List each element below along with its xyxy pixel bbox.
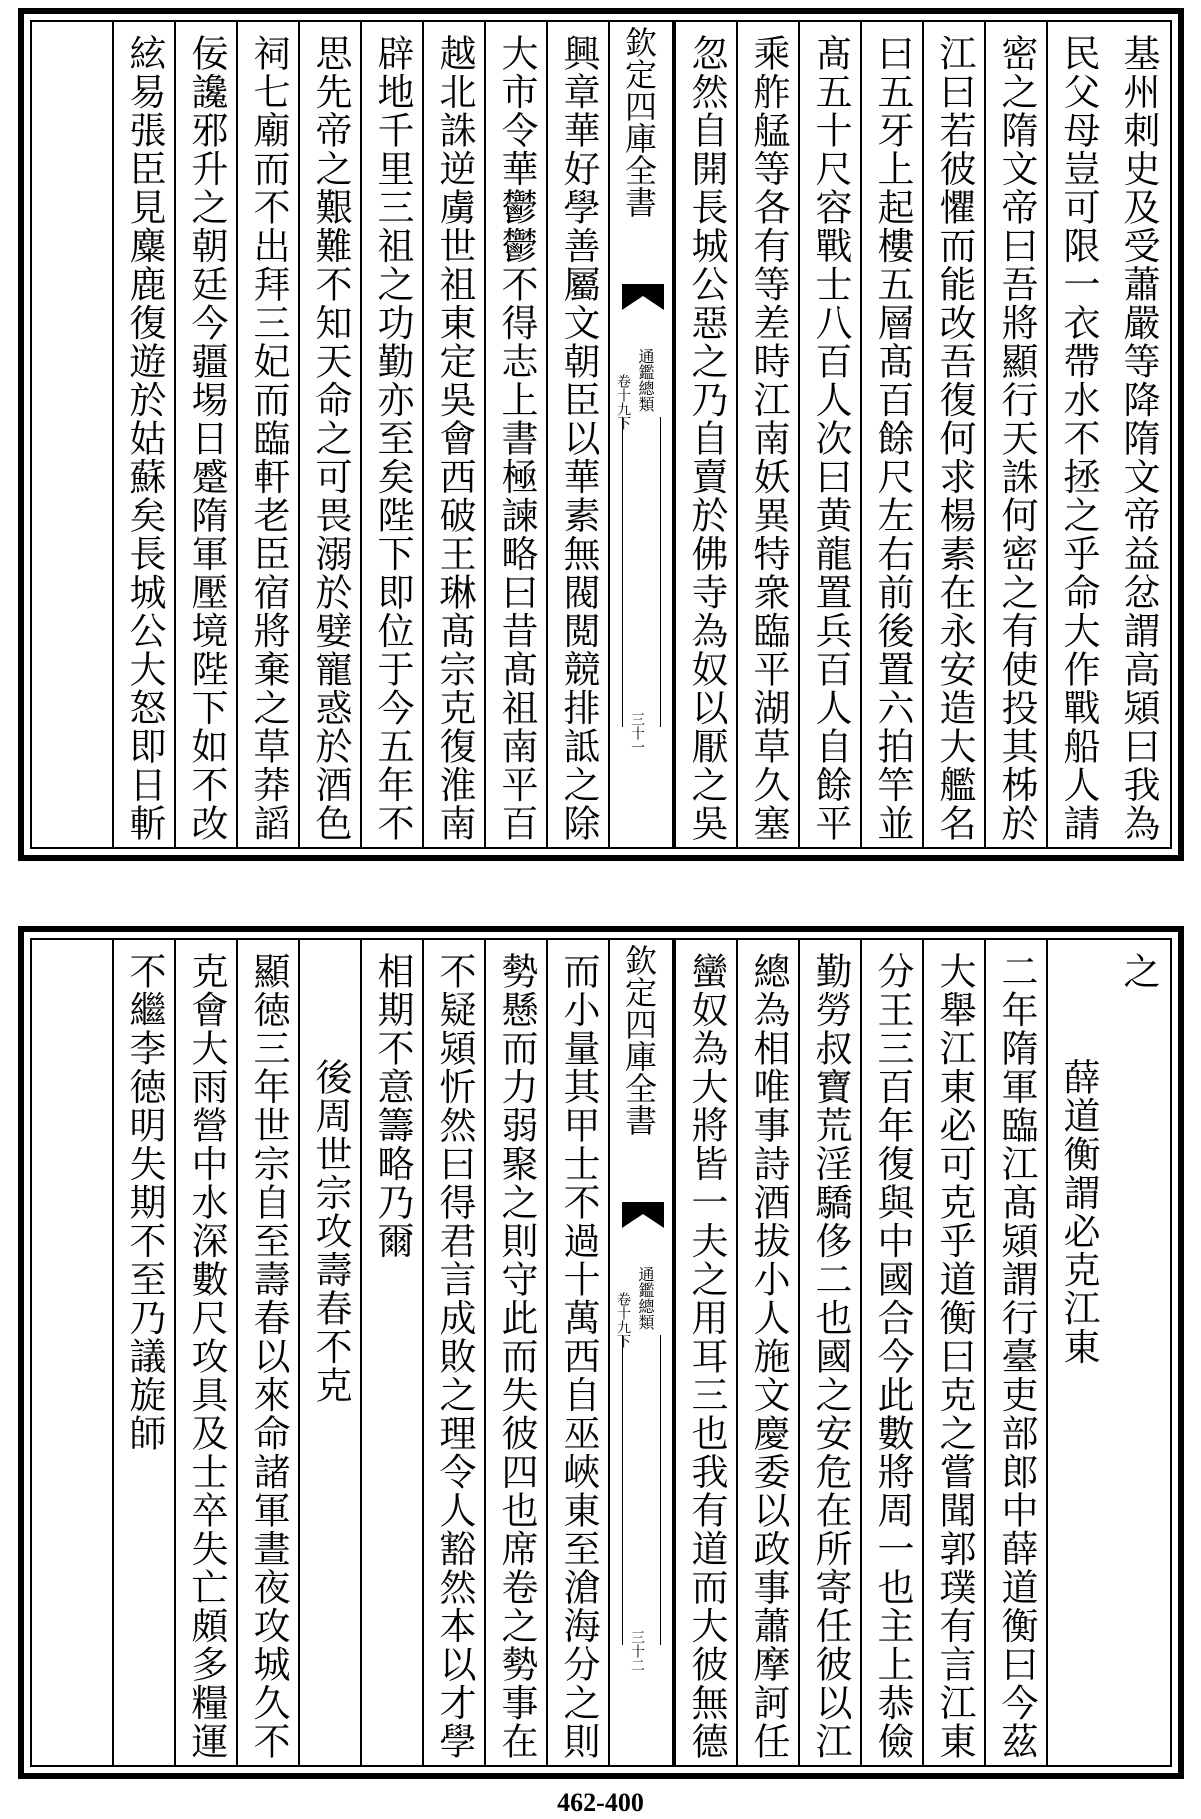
text-column: 密之隋文帝曰吾將顯行天誅何密之有使投其柹於 (984, 22, 1046, 847)
center-rule (660, 1335, 661, 1645)
text-column: 克會大雨營中水深數尺攻具及士卒失亡頗多糧運 (174, 940, 236, 1765)
center-rule (622, 1335, 623, 1645)
top-page (18, 8, 1184, 861)
text-column: 大市令華鬱鬱不得志上書極諫略曰昔髙祖南平百 (484, 22, 546, 847)
center-rule (622, 417, 623, 727)
text-column: 顯徳三年世宗自至壽春以來命諸軍晝夜攻城久不 (236, 940, 298, 1765)
center-volume: 卷十九下 (615, 374, 631, 430)
heading-column: 薛道衡謂必克江東 (1046, 940, 1108, 1765)
text-column: 祠七廟而不出拜三妃而臨軒老臣宿將棄之草莽謟 (236, 22, 298, 847)
center-volume: 卷十九下 (615, 1292, 631, 1348)
center-title: 欽定四庫全書 (620, 26, 658, 218)
text-column: 之 (1117, 952, 1160, 991)
text-column: 絃易張臣見麋鹿復遊於姑蘇矣長城公大怒即日斬 (112, 22, 174, 847)
text-column: 總為相唯事詩酒拔小人施文慶委以政事蕭摩訶任 (736, 940, 798, 1765)
bottom-page (18, 926, 1184, 1779)
text-column: 二年隋軍臨江髙熲謂行臺吏部郎中薛道衡曰今茲 (984, 940, 1046, 1765)
center-title: 欽定四庫全書 (620, 944, 658, 1136)
heading-column: 後周世宗攻壽春不克 (298, 940, 360, 1765)
text-column: 勢懸而力弱聚之則守此而失彼四也席卷之勢事在 (484, 940, 546, 1765)
bottom-page-frame (30, 938, 1172, 1767)
top-page-frame (30, 20, 1172, 849)
center-page-number: 三十一 (629, 712, 645, 754)
text-column: 民父母豈可限一衣帶水不拯之乎命大作戰船人請 (1046, 22, 1108, 847)
text-column: 基州刺史及受蕭嚴等降隋文帝益忿謂高熲曰我為 (1117, 34, 1160, 843)
text-column: 勤勞叔寶荒淫驕侈二也國之安危在所寄任彼以江 (798, 940, 860, 1765)
center-fold (608, 940, 674, 1765)
text-column: 乘舴艋等各有等差時江南妖異特衆臨平湖草久塞 (736, 22, 798, 847)
center-fold (608, 22, 674, 847)
text-column: 不疑熲忻然曰得君言成敗之理令人豁然本以才學 (422, 940, 484, 1765)
text-column: 不繼李徳明失期不至乃議旋師 (112, 940, 174, 1765)
text-column: 而小量其甲士不過十萬西自巫峽東至滄海分之則 (546, 940, 608, 1765)
center-book-title: 通鑑總類 (636, 1266, 655, 1330)
text-column: 佞讒邪升之朝廷今疆埸日蹙隋軍壓境陛下如不改 (174, 22, 236, 847)
center-book-title: 通鑑總類 (636, 348, 655, 412)
center-rule (660, 417, 661, 727)
fish-tail-mark-icon (622, 1202, 664, 1228)
text-column: 辟地千里三祖之功勤亦至矣陛下即位于今五年不 (360, 22, 422, 847)
text-column: 興章華好學善屬文朝臣以華素無閥閲競排詆之除 (546, 22, 608, 847)
center-page-number: 三十二 (629, 1630, 645, 1672)
text-column: 忽然自開長城公惡之乃自賣於佛寺為奴以厭之吳 (674, 22, 736, 847)
text-column: 江曰若彼懼而能改吾復何求楊素在永安造大艦名 (922, 22, 984, 847)
text-column: 思先帝之艱難不知天命之可畏溺於嬖寵惑於酒色 (298, 22, 360, 847)
fish-tail-mark-icon (622, 284, 664, 310)
text-column: 越北誅逆虜世祖東定吳會西破王琳髙宗克復淮南 (422, 22, 484, 847)
text-column: 相期不意籌略乃爾 (360, 940, 422, 1765)
text-column: 曰五牙上起樓五層髙百餘尺左右前後置六拍竿並 (860, 22, 922, 847)
text-column: 大舉江東必可克乎道衡曰克之嘗聞郭璞有言江東 (922, 940, 984, 1765)
page-footer-number: 462-400 (557, 1788, 644, 1817)
text-column: 蠻奴為大將皆一夫之用耳三也我有道而大彼無德 (674, 940, 736, 1765)
text-column: 髙五十尺容戰士八百人次曰黄龍置兵百人自餘平 (798, 22, 860, 847)
text-column: 分王三百年復與中國合今此數將周一也主上恭儉 (860, 940, 922, 1765)
